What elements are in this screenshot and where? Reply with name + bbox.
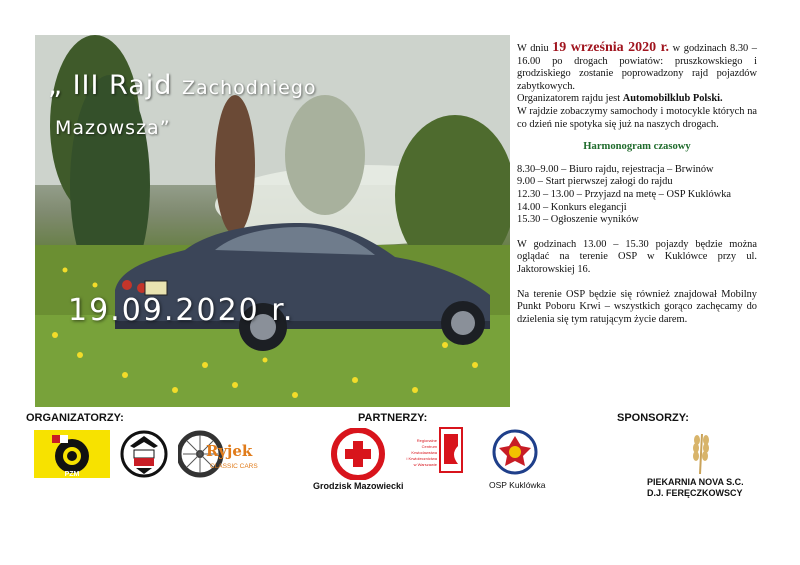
automobilklub-polski-logo bbox=[120, 428, 168, 485]
pzm-logo-text: PZM bbox=[64, 471, 80, 478]
ryjek-classic-cars-logo bbox=[178, 428, 270, 485]
intro-paragraph bbox=[517, 42, 757, 93]
rally-title-main: „ III Rajd bbox=[48, 70, 173, 101]
rally-title-line2: Mazowsza” bbox=[55, 117, 171, 139]
blood-center-icon bbox=[404, 426, 464, 476]
partners-label: PARTNERZY: bbox=[358, 412, 428, 424]
wheat-icon bbox=[680, 430, 720, 476]
red-cross-caption: Grodzisk Mazowiecki bbox=[313, 481, 404, 491]
wheat-logo bbox=[680, 430, 720, 481]
ryjek-sub: CLASSIC CARS bbox=[210, 463, 258, 470]
rckik-text: Regionalne bbox=[416, 438, 437, 443]
svg-text:w Warszawie: w Warszawie bbox=[413, 462, 437, 467]
schedule-item: 15.30 – Ogłoszenie wyników bbox=[517, 214, 639, 226]
vehicles-paragraph: W rajdzie zobaczymy samochody i motocykle których na co dzień nie spotyka się już na naszych drogach. bbox=[517, 105, 757, 130]
schedule-item: 12.30 – 13.00 – Przyjazd na metę – OSP Kuklówka bbox=[517, 188, 732, 200]
svg-text:Krwiodawstwa: Krwiodawstwa bbox=[411, 450, 437, 455]
svg-text:Centrum: Centrum bbox=[421, 444, 437, 449]
sponsor-name-line1: PIEKARNIA NOVA S.C. bbox=[647, 477, 744, 487]
pzm-logo bbox=[34, 430, 110, 483]
blood-donation-paragraph: Na terenie OSP będzie się również znajdował Mobilny Punkt Poboru Krwi – wszystkich gorąco zachęcamy do dzielenia się tym ratującym życie darem. bbox=[517, 288, 757, 325]
schedule-item: 9.00 – Start pierwszej załogi do rajdu bbox=[517, 176, 673, 188]
svg-text:i Krwiolecznictwa: i Krwiolecznictwa bbox=[406, 456, 437, 461]
sponsors-label: SPONSORZY: bbox=[617, 412, 689, 424]
schedule-item: 8.30–9.00 – Biuro rajdu, rejestracja – Brwinów bbox=[517, 163, 714, 175]
intro-date: 19 września 2020 r. bbox=[552, 40, 670, 55]
pzm-logo-icon bbox=[34, 430, 110, 478]
schedule-item: 14.00 – Konkurs elegancji bbox=[517, 201, 627, 213]
wheel-icon bbox=[178, 428, 270, 480]
schedule-title: Harmonogram czasowy bbox=[583, 141, 691, 153]
intro-rest: w godzinach 8.30 – 16.00 po drogach powiatów: pruszkowskiego i grodziskiego zostanie poprowadzony rajd pojazdów zabytkowych. bbox=[517, 43, 757, 92]
display-paragraph: W godzinach 13.00 – 15.30 pojazdy będzie można oglądać na terenie OSP w Kuklówce przy ul. Jaktorowskiej 16. bbox=[517, 238, 757, 275]
organizer-paragraph bbox=[517, 93, 757, 106]
fire-brigade-emblem-icon bbox=[489, 428, 541, 476]
rally-date-overlay: 19.09.2020 r. bbox=[68, 293, 295, 328]
ryjek-name: Ryjek bbox=[206, 442, 253, 460]
organizer-name: Automobilklub Polski. bbox=[622, 93, 723, 105]
osp-kuklowka-logo bbox=[489, 428, 541, 481]
intro-prefix: W dniu bbox=[517, 43, 549, 54]
sponsor-name-line2: D.J. FERĘCZKOWSCY bbox=[647, 488, 743, 498]
rally-title-line1 bbox=[48, 70, 317, 101]
organizer-prefix: Organizatorem rajdu jest bbox=[517, 93, 621, 105]
event-info-panel bbox=[517, 42, 757, 326]
rckik-logo bbox=[404, 426, 464, 481]
organizers-label: ORGANIZATORZY: bbox=[26, 412, 124, 424]
osp-caption: OSP Kuklówka bbox=[489, 480, 546, 490]
red-cross-icon bbox=[330, 428, 386, 480]
red-cross-logo bbox=[330, 428, 386, 485]
eagle-emblem-icon bbox=[120, 428, 168, 480]
rally-title-small: Zachodniego bbox=[182, 77, 317, 99]
